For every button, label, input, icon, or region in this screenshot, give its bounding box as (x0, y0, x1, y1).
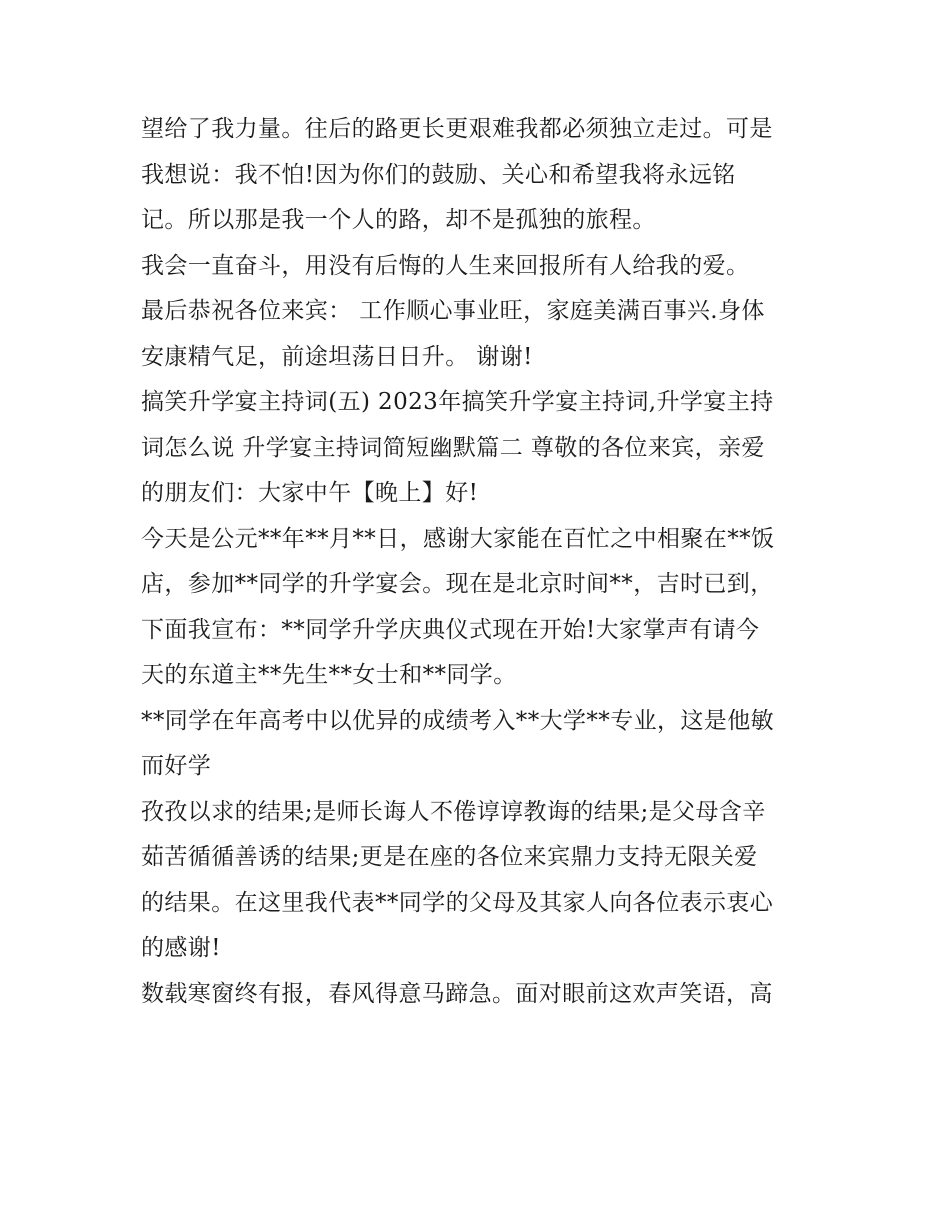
text-line: 今天是公元**年**月**日，感谢大家能在百忙之中相聚在**饭 (141, 525, 775, 552)
text-line: 孜孜以求的结果;是师长诲人不倦谆谆教诲的结果;是父母含辛 (141, 798, 766, 825)
text-line: 词怎么说 升学宴主持词简短幽默篇二 尊敬的各位来宾，亲爱 (141, 434, 765, 461)
text-line: 我想说：我不怕!因为你们的鼓励、关心和希望我将永远铭 (141, 161, 736, 188)
text-line: 店，参加**同学的升学宴会。现在是北京时间**，吉时已到， (141, 571, 774, 597)
text-line: 搞笑升学宴主持词(五) 2023年搞笑升学宴主持词,升学宴主持 (141, 389, 774, 415)
text-line: 望给了我力量。往后的路更长更艰难我都必须独立走过。可是 (141, 116, 773, 142)
text-line: 记。所以那是我一个人的路，却不是孤独的旅程。 (141, 207, 656, 233)
text-line: 数载寒窗终有报，春风得意马蹄急。面对眼前这欢声笑语，高 (141, 980, 773, 1007)
text-line: 而好学 (141, 753, 212, 779)
text-line: 下面我宣布：**同学升学庆典仪式现在开始!大家掌声有请今 (141, 616, 760, 643)
text-line: 我会一直奋斗，用没有后悔的人生来回报所有人给我的爱。 (141, 252, 750, 279)
text-line: 的朋友们：大家中午【晚上】好! (141, 480, 479, 506)
text-line: 的结果。在这里我代表**同学的父母及其家人向各位表示衷心 (141, 889, 774, 916)
text-line: 最后恭祝各位来宾： 工作顺心事业旺，家庭美满百事兴.身体 (141, 298, 765, 324)
text-line: 安康精气足，前途坦荡日日升。 谢谢! (141, 343, 533, 370)
text-line: 天的东道主**先生**女士和**同学。 (141, 662, 517, 688)
body-text (141, 107, 821, 1017)
text-line: **同学在年高考中以优异的成绩考入**大学**专业，这是他敏 (141, 707, 774, 734)
text-line: 茹苦循循善诱的结果;更是在座的各位来宾鼎力支持无限关爱 (141, 844, 758, 870)
text-line: 的感谢! (141, 935, 221, 961)
